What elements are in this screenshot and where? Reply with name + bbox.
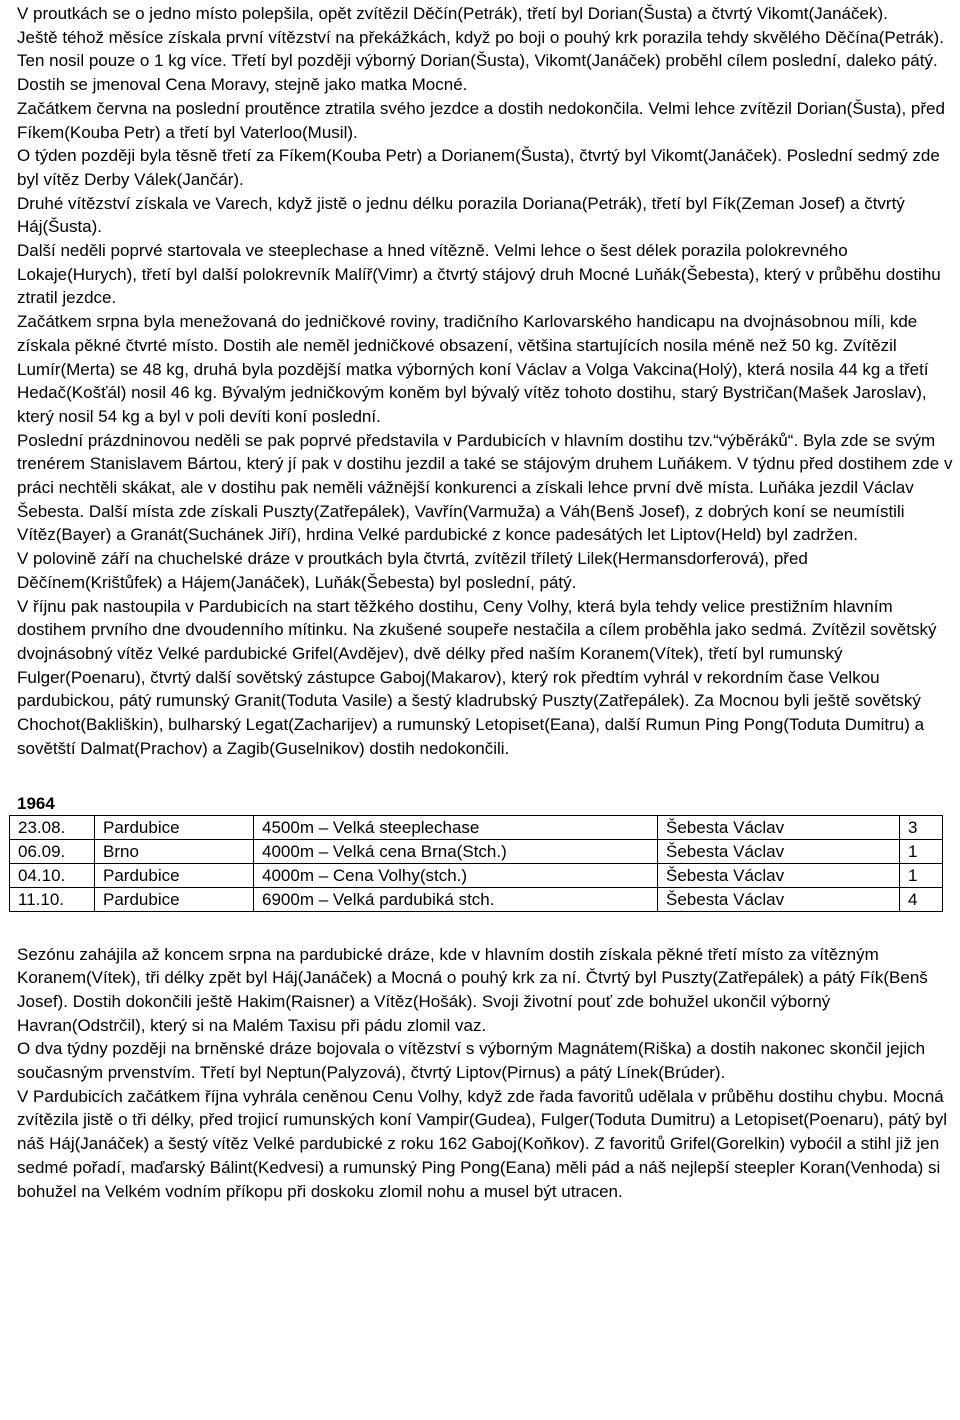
paragraph: Sezónu zahájila až koncem srpna na pardubické dráze, kde v hlavním dostih získala pěkné třetí místo za vítězným Koranem(Vítek), tři délky zpět byl Háj(Janáček) a Mocná o pouhý krk za ní. Čtvrtý byl Puszty(Zatřepálek) a pátý Fík(Benš Josef). Dostih dokončili ještě Hakim(Raisner) a Vítěz(Hošák). Svoji životní pouť zde bohužel ukončil výborný Havran(Odstrčil), který si na Malém Taxisu při pádu zlomil vaz. [17,944,928,1035]
cell-date: 04.10. [10,863,95,887]
table-row [10,815,943,839]
paragraph: Druhé vítězství získala ve Varech, když jistě o jednu délku porazila Doriana(Petrák), třetí byl Fík(Zeman Josef) a čtvrtý Háj(Šusta). [17,193,905,237]
paragraph: V proutkách se o jedno místo polepšila, opět zvítězil Děčín(Petrák), třetí byl Dorian(Šusta) a čtvrtý Vikomt(Janáček). [17,4,888,23]
cell-jockey: Šebesta Václav [658,887,900,911]
cell-date: 11.10. [10,887,95,911]
cell-place: Pardubice [95,887,254,911]
cell-position: 1 [900,839,943,863]
text-section-top [17,2,957,761]
table-row [10,863,943,887]
results-table [9,815,943,912]
cell-race: 4000m – Cena Volhy(stch.) [254,863,658,887]
paragraph: Poslední prázdninovou neděli se pak poprvé představila v Pardubicích v hlavním dostihu tzv.“výběráků“. Byla zde se svým trenérem Stanislavem Bártou, který jí pak v dostihu jezdil a také se stájovým druhem Luňákem. V týdnu před dostihem zde v práci nechtěli skákat, ale v dostihu pak neměli vážnější konkurenci a získali lehce první dvě místa. Luňáka jezdil Václav Šebesta. Další místa zde získali Puszty(Zatřepálek), Vavřín(Varmuža) a Váh(Benš Josef), z dobrých koní se neumístili Vítěz(Bayer) a Granát(Suchánek Jiří), hrdina Velké pardubické z konce padesátých let Liptov(Held) byl zadržen. [17,430,953,545]
cell-position: 1 [900,863,943,887]
cell-position: 3 [900,815,943,839]
paragraph: O týden později byla těsně třetí za Fíkem(Kouba Petr) a Dorianem(Šusta), čtvrtý byl Vikomt(Janáček). Poslední sedmý zde byl vítěz Derby Válek(Jančár). [17,146,940,189]
cell-race: 4500m – Velká steeplechase [254,815,658,839]
table-row [10,887,943,911]
cell-jockey: Šebesta Václav [658,815,900,839]
cell-race: 4000m – Velká cena Brna(Stch.) [254,839,658,863]
cell-date: 23.08. [10,815,95,839]
cell-place: Pardubice [95,815,254,839]
paragraph: Začátkem června na poslední proutěnce ztratila svého jezdce a dostih nedokončila. Velmi lehce zvítězil Dorian(Šusta), před Fíkem(Kouba Petr) a třetí byl Vaterloo(Musil). [17,98,945,142]
paragraph: Ještě téhož měsíce získala první vítězství na překážkách, když po boji o pouhý krk porazila tehdy skvělého Děčína(Petrák). Ten nosil pouze o 1 kg více. Třetí byl později výborný Dorian(Šusta), Vikomt(Janáček) proběhl cílem poslední, daleko pátý. Dostih se jmenoval Cena Moravy, stejně jako matka Mocné. [17,27,944,95]
paragraph: V polovině září na chuchelské dráze v proutkách byla čtvrtá, zvítězil tříletý Lilek(Hermansdorferová), před Děčínem(Krištůfek) a Hájem(Janáček), Luňák(Šebesta) byl poslední, pátý. [17,549,808,592]
paragraph: Další neděli poprvé startovala ve steeplechase a hned vítězně. Velmi lehce o šest délek porazila polokrevného Lokaje(Hurych), třetí byl další polokrevník Malíř(Vimr) a čtvrtý stájový druh Mocné Luňák(Šebesta), který v průběhu dostihu ztratil jezdce. [17,241,941,308]
paragraph: Začátkem srpna byla menežovaná do jedničkové roviny, tradičního Karlovarského handicapu na dvojnásobnou míli, kde získala pěkné čtvrté místo. Dostih ale neměl jedničkové obsazení, většina startujících nosila méně než 50 kg. Zvítězil Lumír(Merta) se 48 kg, druhá byla pozdější matka výborných koní Václav a Volga Vakcina(Holý), která nosila 44 kg a třetí Hedač(Košťál) nosil 46 kg. Bývalým jedničkovým koněm byl bývalý vítěz tohoto dostihu, starý Bystričan(Mašek Jaroslav), který nosil 54 kg a byl v poli devíti koní poslední. [17,312,929,426]
cell-place: Pardubice [95,863,254,887]
cell-position: 4 [900,887,943,911]
paragraph: V říjnu pak nastoupila v Pardubicích na start těžkého dostihu, Ceny Volhy, která byla tehdy velice prestižním hlavním dostihem prvního dne dvoudenního mítinku. Na zkušené soupeře nestačila a cílem proběhla jako sedmá. Zvítězil sovětský dvojnásobný vítěz Velké pardubické Grifel(Avdějev), dvě délky před naším Koranem(Vítek), třetí byl rumunský Fulger(Poenaru), čtvrtý další sovětský zástupce Gaboj(Makarov), který rok předtím vyhrál v rekordním čase Velkou pardubickou, pátý rumunský Granit(Toduta Vasile) a šestý kladrubský Puszty(Zatřepálek). Za Mocnou byli ještě sovětský Chochot(Bakliškin), bulharský Legat(Zacharijev) a rumunský Letopiset(Eana), další Rumun Ping Pong(Toduta Dumitru) a sovětští Dalmat(Prachov) a Zagib(Guselnikov) dostih nedokončili. [17,596,937,758]
paragraph: V Pardubicích začátkem října vyhrála ceněnou Cenu Volhy, když zde řada favoritů udělala v průběhu dostihu chybu. Mocná zvítězila jistě o tři délky, před trojicí rumunských koní Vampir(Gudea), Fulger(Toduta Dumitru) a Letopiset(Poenaru), pátý byl náš Háj(Janáček) a šestý vítěz Velké pardubické z roku 162 Gaboj(Koňkov). Z favoritů Grifel(Gorelkin) vyboćil a stihl již jen sedmé pořadí, maďarský Bálint(Kedvesi) a rumunský Ping Pong(Eana) měli pád a náš nejlepší steepler Koran(Venhoda) si bohužel na Velkém vodním příkopu při doskoku zlomil nohu a musel být utracen. [17,1086,948,1201]
year-heading: 1964 [17,793,55,813]
cell-race: 6900m – Velká pardubiká stch. [254,887,658,911]
cell-jockey: Šebesta Václav [658,839,900,863]
cell-date: 06.09. [10,839,95,863]
cell-place: Brno [95,839,254,863]
table-row [10,839,943,863]
paragraph: O dva týdny později na brněnské dráze bojovala o vítězství s výborným Magnátem(Riška) a dostih nakonec skončil jejich současným prvenstvím. Třetí byl Neptun(Palyzová), čtvrtý Liptov(Pirnus) a pátý Línek(Brúder). [17,1039,926,1083]
text-section-bottom [17,943,957,1204]
cell-jockey: Šebesta Václav [658,863,900,887]
document-page [17,2,957,1203]
